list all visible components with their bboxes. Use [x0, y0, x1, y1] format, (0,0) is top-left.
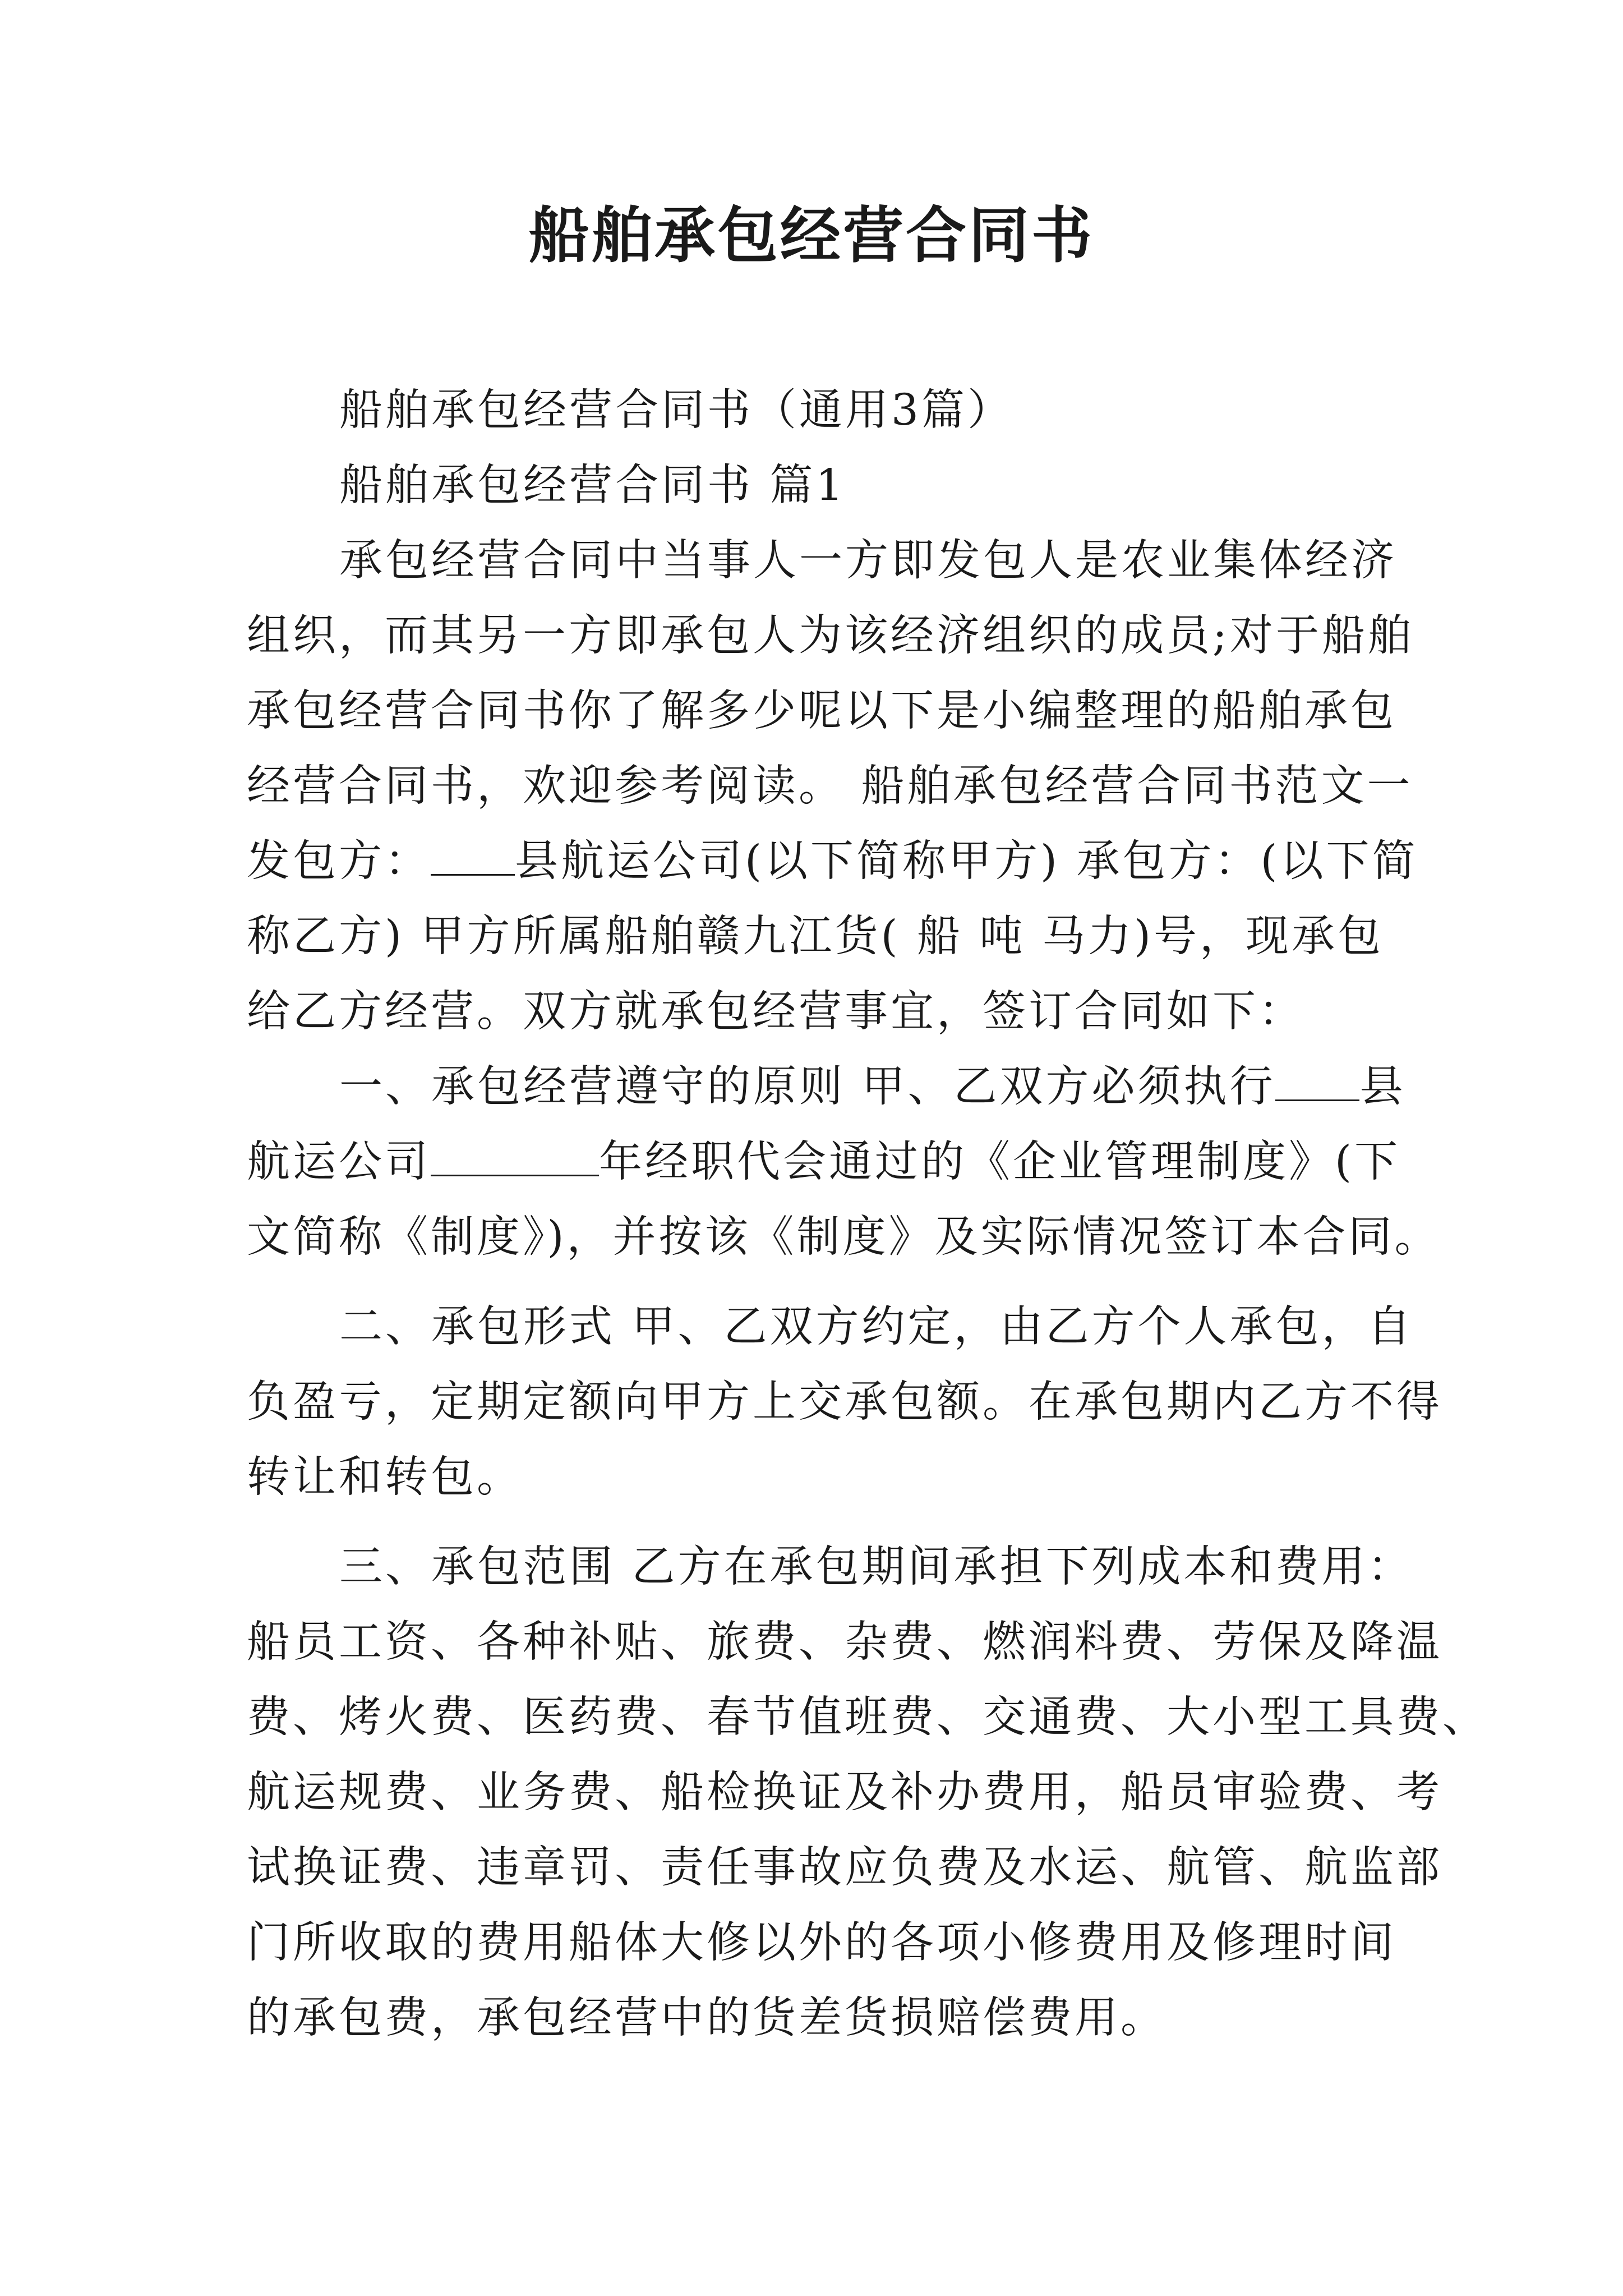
document-title: 船舶承包经营合同书 — [528, 200, 1094, 271]
paragraph-line: 二、承包形式 甲、乙双方约定，由乙方个人承包，自 — [339, 1302, 1414, 1352]
paragraph-line — [247, 824, 1418, 899]
paragraph-line: 组织，而其另一方即承包人为该经济组织的成员;对于船舶 — [247, 611, 1414, 661]
fill-blank — [431, 840, 515, 876]
paragraph-line: 转让和转包。 — [247, 1452, 523, 1502]
line-segment: 县 — [1359, 1062, 1406, 1112]
section-3-paragraph — [247, 1530, 1488, 2056]
document-body — [247, 373, 1488, 2056]
paragraph-line: 承包经营合同书你了解多少呢以下是小编整理的船舶承包 — [247, 686, 1396, 736]
intro-paragraph — [247, 523, 1418, 1050]
line-segment: 一、承包经营遵守的原则 甲、乙双方必须执行 — [339, 1062, 1276, 1112]
paragraph-gap — [247, 1515, 1380, 1530]
paragraph-line: 承包经营合同中当事人一方即发包人是农业集体经济 — [339, 536, 1397, 586]
fill-blank — [1275, 1066, 1359, 1101]
paragraph-line: 门所收取的费用船体大修以外的各项小修费用及修理时间 — [247, 1918, 1396, 1968]
paragraph-line — [247, 1125, 1401, 1200]
paragraph-line: 给乙方经营。双方就承包经营事宜，签订合同如下： — [247, 987, 1304, 1037]
chapter-heading: 船舶承包经营合同书 篇1 — [339, 461, 846, 510]
section-1-paragraph — [247, 1050, 1441, 1275]
paragraph-line: 航运规费、业务费、船检换证及补办费用，船员审验费、考 — [247, 1768, 1442, 1818]
paragraph-line: 试换证费、违章罚、责任事故应负费及水运、航管、航监部 — [247, 1843, 1442, 1893]
fill-blank — [431, 1141, 599, 1176]
section-2-paragraph — [247, 1290, 1442, 1515]
paragraph-line: 费、烤火费、医药费、春节值班费、交通费、大小型工具费、 — [247, 1692, 1488, 1742]
paragraph-line: 经营合同书，欢迎参考阅读。 船舶承包经营合同书范文一 — [247, 761, 1413, 811]
paragraph-line — [247, 1050, 1406, 1125]
line-segment: 年经职代会通过的《企业管理制度》(下 — [599, 1137, 1401, 1187]
subtitle: 船舶承包经营合同书（通用3篇） — [339, 385, 1013, 435]
paragraph-line: 三、承包范围 乙方在承包期间承担下列成本和费用： — [339, 1542, 1414, 1592]
paragraph-line: 的承包费，承包经营中的货差货损赔偿费用。 — [247, 1993, 1166, 2043]
paragraph-line: 称乙方) 甲方所属船舶赣九江货( 船 吨 马力)号，现承包 — [247, 912, 1384, 961]
paragraph-gap — [247, 1275, 1380, 1290]
paragraph-line: 船员工资、各种补贴、旅费、杂费、燃润料费、劳保及降温 — [247, 1617, 1442, 1667]
line-segment: 发包方： — [247, 836, 431, 886]
paragraph-line: 文简称《制度》)，并按该《制度》及实际情况签订本合同。 — [247, 1212, 1441, 1262]
paragraph-line: 负盈亏，定期定额向甲方上交承包额。在承包期内乙方不得 — [247, 1377, 1442, 1427]
line-segment: 县航运公司(以下简称甲方) 承包方：(以下简 — [515, 836, 1418, 886]
line-segment: 航运公司 — [247, 1137, 431, 1187]
